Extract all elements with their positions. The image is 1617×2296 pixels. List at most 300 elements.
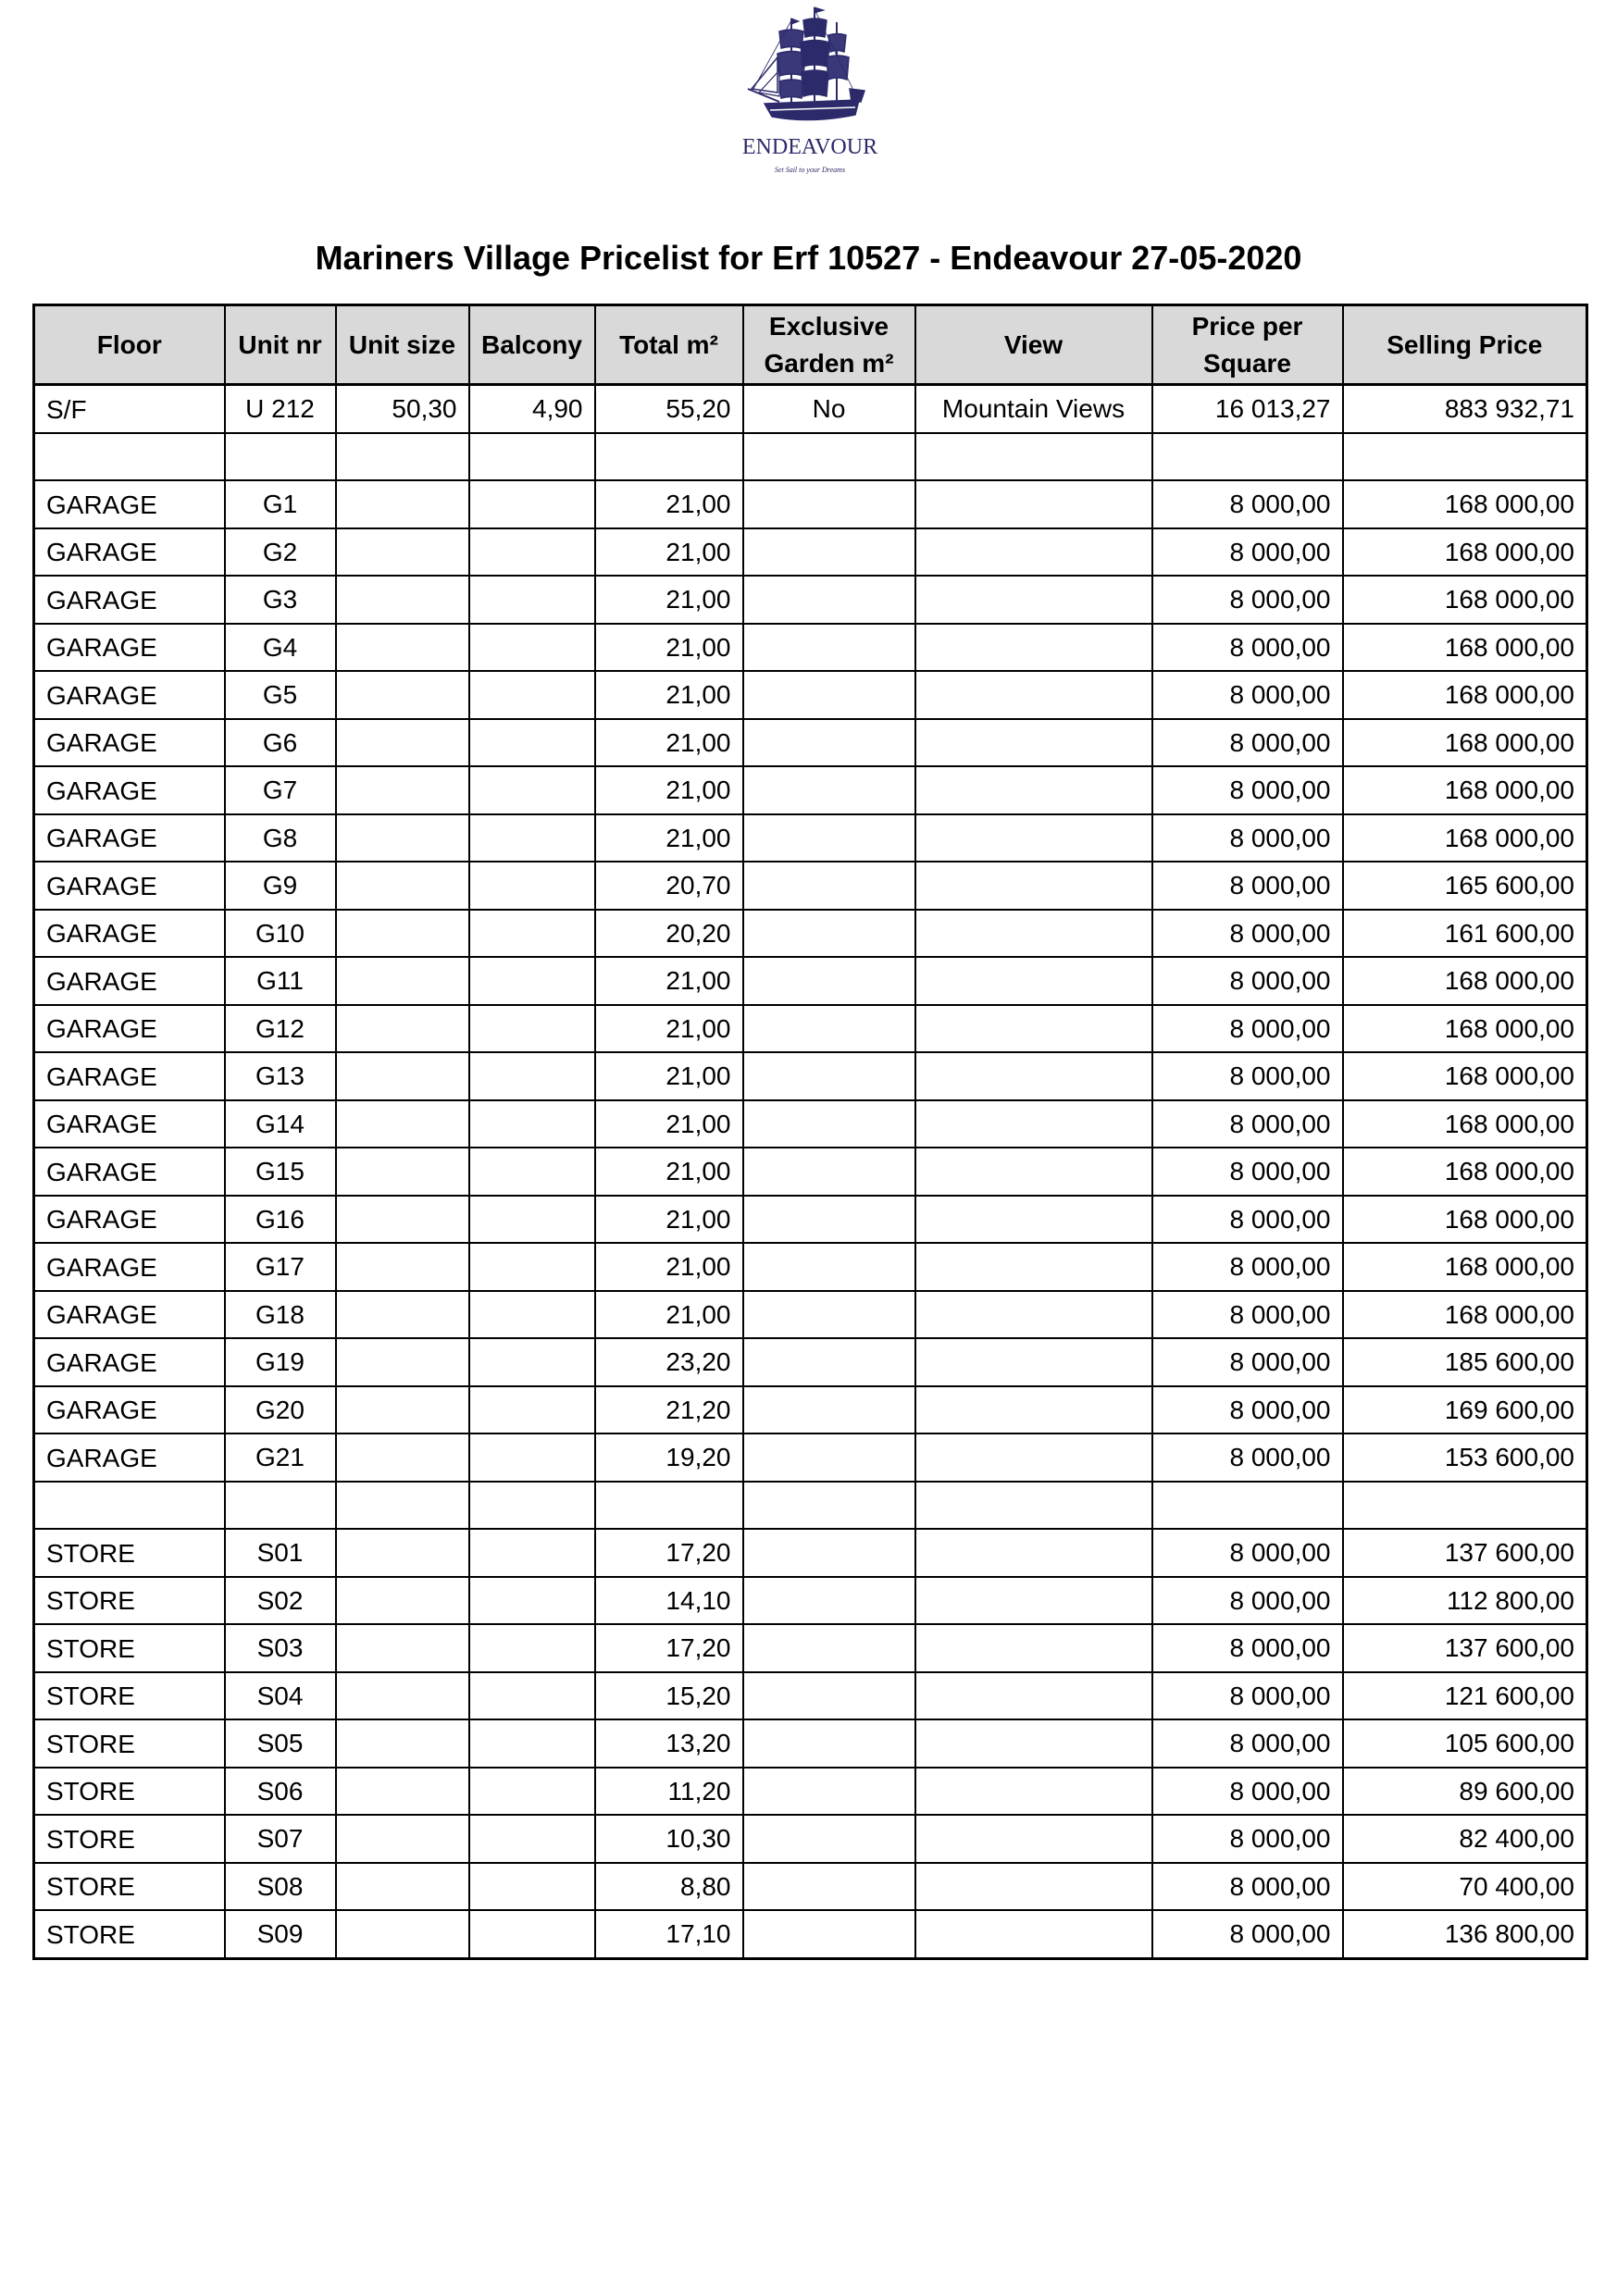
cell-floor: S/F <box>34 385 225 433</box>
cell-floor: STORE <box>34 1768 225 1816</box>
cell-garden <box>743 1768 915 1816</box>
cell-unit-size <box>336 1624 469 1672</box>
cell-view <box>915 766 1152 814</box>
cell-balcony <box>469 1100 595 1148</box>
cell-unit-nr: G5 <box>225 671 336 719</box>
cell-total: 21,00 <box>595 671 743 719</box>
cell-unit-nr: G16 <box>225 1196 336 1244</box>
cell-total: 11,20 <box>595 1768 743 1816</box>
cell-total: 21,00 <box>595 1148 743 1196</box>
table-row <box>34 1100 1587 1148</box>
cell-selling-price: 168 000,00 <box>1343 957 1587 1005</box>
cell-total: 17,20 <box>595 1624 743 1672</box>
cell-total: 20,20 <box>595 910 743 958</box>
cell-balcony <box>469 1815 595 1863</box>
cell-view <box>915 576 1152 624</box>
cell-price-per-square: 8 000,00 <box>1152 1910 1343 1958</box>
cell-floor: GARAGE <box>34 1100 225 1148</box>
cell-garden <box>743 1196 915 1244</box>
cell-view <box>915 671 1152 719</box>
cell-selling-price: 136 800,00 <box>1343 1910 1587 1958</box>
cell-floor: GARAGE <box>34 862 225 910</box>
cell-garden <box>743 1482 915 1530</box>
cell-unit-size <box>336 1768 469 1816</box>
endeavour-logo <box>722 0 898 190</box>
table-row <box>34 385 1587 433</box>
cell-unit-size <box>336 1577 469 1625</box>
cell-unit-size <box>336 1433 469 1482</box>
cell-unit-size <box>336 1052 469 1100</box>
cell-garden <box>743 433 915 481</box>
cell-price-per-square: 8 000,00 <box>1152 1672 1343 1720</box>
table-row <box>34 862 1587 910</box>
cell-price-per-square: 16 013,27 <box>1152 385 1343 433</box>
cell-unit-size <box>336 671 469 719</box>
cell-unit-size <box>336 957 469 1005</box>
cell-floor: GARAGE <box>34 957 225 1005</box>
table-row <box>34 814 1587 863</box>
table-row <box>34 1005 1587 1053</box>
cell-selling-price: 168 000,00 <box>1343 1052 1587 1100</box>
cell-total: 19,20 <box>595 1433 743 1482</box>
cell-garden <box>743 480 915 528</box>
cell-unit-nr: S09 <box>225 1910 336 1958</box>
cell-garden <box>743 814 915 863</box>
cell-view <box>915 957 1152 1005</box>
cell-balcony <box>469 1196 595 1244</box>
cell-garden <box>743 1433 915 1482</box>
cell-total: 21,00 <box>595 766 743 814</box>
cell-view <box>915 624 1152 672</box>
cell-garden <box>743 1529 915 1577</box>
cell-unit-nr: G18 <box>225 1291 336 1339</box>
logo-tagline: Set Sail to your Dreams <box>774 166 846 174</box>
cell-unit-nr: G20 <box>225 1386 336 1434</box>
cell-floor: STORE <box>34 1815 225 1863</box>
cell-unit-size <box>336 766 469 814</box>
cell-total <box>595 1482 743 1530</box>
cell-price-per-square: 8 000,00 <box>1152 528 1343 577</box>
cell-selling-price: 89 600,00 <box>1343 1768 1587 1816</box>
cell-total: 17,20 <box>595 1529 743 1577</box>
cell-balcony <box>469 814 595 863</box>
cell-floor: GARAGE <box>34 1291 225 1339</box>
cell-selling-price: 121 600,00 <box>1343 1672 1587 1720</box>
cell-price-per-square: 8 000,00 <box>1152 1577 1343 1625</box>
cell-unit-nr: G9 <box>225 862 336 910</box>
cell-view <box>915 480 1152 528</box>
cell-unit-size: 50,30 <box>336 385 469 433</box>
header-balcony: Balcony <box>469 305 595 385</box>
cell-balcony <box>469 1672 595 1720</box>
cell-view <box>915 1672 1152 1720</box>
cell-floor: GARAGE <box>34 528 225 577</box>
header-total: Total m² <box>595 305 743 385</box>
cell-price-per-square: 8 000,00 <box>1152 862 1343 910</box>
cell-unit-nr: G11 <box>225 957 336 1005</box>
cell-selling-price: 168 000,00 <box>1343 480 1587 528</box>
cell-price-per-square: 8 000,00 <box>1152 1719 1343 1768</box>
cell-price-per-square: 8 000,00 <box>1152 1243 1343 1291</box>
cell-view: Mountain Views <box>915 385 1152 433</box>
cell-floor: GARAGE <box>34 671 225 719</box>
table-row <box>34 1148 1587 1196</box>
cell-balcony <box>469 624 595 672</box>
cell-floor: GARAGE <box>34 576 225 624</box>
cell-price-per-square: 8 000,00 <box>1152 1100 1343 1148</box>
cell-unit-size <box>336 1863 469 1911</box>
cell-unit-size <box>336 1338 469 1386</box>
cell-selling-price: 169 600,00 <box>1343 1386 1587 1434</box>
cell-selling-price: 161 600,00 <box>1343 910 1587 958</box>
cell-view <box>915 1338 1152 1386</box>
cell-unit-nr: G17 <box>225 1243 336 1291</box>
cell-total: 14,10 <box>595 1577 743 1625</box>
cell-price-per-square: 8 000,00 <box>1152 1386 1343 1434</box>
cell-unit-size <box>336 1196 469 1244</box>
cell-floor: GARAGE <box>34 624 225 672</box>
cell-total: 21,20 <box>595 1386 743 1434</box>
cell-balcony <box>469 1768 595 1816</box>
cell-floor: GARAGE <box>34 1386 225 1434</box>
cell-unit-size <box>336 862 469 910</box>
cell-total: 20,70 <box>595 862 743 910</box>
cell-price-per-square: 8 000,00 <box>1152 480 1343 528</box>
cell-view <box>915 814 1152 863</box>
cell-unit-size <box>336 1100 469 1148</box>
cell-balcony <box>469 1338 595 1386</box>
cell-unit-size <box>336 1291 469 1339</box>
cell-unit-size <box>336 719 469 767</box>
price-table <box>32 304 1588 1960</box>
cell-selling-price: 105 600,00 <box>1343 1719 1587 1768</box>
cell-unit-nr: G6 <box>225 719 336 767</box>
cell-garden <box>743 576 915 624</box>
cell-garden <box>743 1005 915 1053</box>
cell-balcony <box>469 862 595 910</box>
cell-view <box>915 1910 1152 1958</box>
cell-selling-price: 165 600,00 <box>1343 862 1587 910</box>
cell-price-per-square <box>1152 433 1343 481</box>
cell-price-per-square: 8 000,00 <box>1152 576 1343 624</box>
cell-unit-nr: G19 <box>225 1338 336 1386</box>
page-title: Mariners Village Pricelist for Erf 10527 - Endeavour 27-05-2020 <box>315 239 1302 277</box>
cell-selling-price: 168 000,00 <box>1343 1005 1587 1053</box>
cell-floor: GARAGE <box>34 1005 225 1053</box>
cell-floor: GARAGE <box>34 766 225 814</box>
cell-selling-price: 82 400,00 <box>1343 1815 1587 1863</box>
cell-total: 55,20 <box>595 385 743 433</box>
table-row <box>34 1863 1587 1911</box>
cell-selling-price <box>1343 433 1587 481</box>
cell-unit-nr: S01 <box>225 1529 336 1577</box>
cell-price-per-square <box>1152 1482 1343 1530</box>
cell-garden <box>743 1719 915 1768</box>
cell-garden <box>743 957 915 1005</box>
table-row <box>34 1768 1587 1816</box>
cell-total: 13,20 <box>595 1719 743 1768</box>
cell-balcony <box>469 1529 595 1577</box>
cell-price-per-square: 8 000,00 <box>1152 1196 1343 1244</box>
cell-view <box>915 1624 1152 1672</box>
table-row <box>34 910 1587 958</box>
cell-floor: GARAGE <box>34 1338 225 1386</box>
cell-view <box>915 1577 1152 1625</box>
table-row <box>34 1577 1587 1625</box>
table-header-row <box>34 305 1587 385</box>
cell-unit-size <box>336 814 469 863</box>
cell-view <box>915 862 1152 910</box>
cell-unit-nr: S06 <box>225 1768 336 1816</box>
cell-balcony <box>469 1433 595 1482</box>
header-unit-nr: Unit nr <box>225 305 336 385</box>
table-row <box>34 1386 1587 1434</box>
cell-view <box>915 433 1152 481</box>
table-row <box>34 1243 1587 1291</box>
logo-wordmark: ENDEAVOUR <box>741 135 878 159</box>
cell-view <box>915 1863 1152 1911</box>
cell-view <box>915 1768 1152 1816</box>
cell-garden <box>743 766 915 814</box>
cell-selling-price: 168 000,00 <box>1343 1148 1587 1196</box>
cell-price-per-square: 8 000,00 <box>1152 1624 1343 1672</box>
cell-total: 21,00 <box>595 624 743 672</box>
cell-unit-nr: G14 <box>225 1100 336 1148</box>
cell-unit-nr: G2 <box>225 528 336 577</box>
table-row <box>34 766 1587 814</box>
cell-balcony <box>469 719 595 767</box>
cell-balcony <box>469 528 595 577</box>
cell-selling-price: 168 000,00 <box>1343 1100 1587 1148</box>
cell-total: 21,00 <box>595 1100 743 1148</box>
table-row <box>34 1672 1587 1720</box>
cell-selling-price: 168 000,00 <box>1343 1291 1587 1339</box>
cell-total <box>595 433 743 481</box>
cell-floor: STORE <box>34 1624 225 1672</box>
cell-unit-nr: G13 <box>225 1052 336 1100</box>
cell-selling-price: 185 600,00 <box>1343 1338 1587 1386</box>
cell-price-per-square: 8 000,00 <box>1152 624 1343 672</box>
cell-unit-nr: G8 <box>225 814 336 863</box>
cell-price-per-square: 8 000,00 <box>1152 957 1343 1005</box>
cell-garden <box>743 624 915 672</box>
cell-unit-nr: U 212 <box>225 385 336 433</box>
cell-unit-size <box>336 624 469 672</box>
table-row <box>34 1338 1587 1386</box>
cell-price-per-square: 8 000,00 <box>1152 719 1343 767</box>
cell-price-per-square: 8 000,00 <box>1152 1863 1343 1911</box>
cell-selling-price: 168 000,00 <box>1343 1196 1587 1244</box>
cell-floor: GARAGE <box>34 1052 225 1100</box>
cell-garden <box>743 1148 915 1196</box>
cell-floor <box>34 433 225 481</box>
cell-unit-size <box>336 1005 469 1053</box>
table-row <box>34 624 1587 672</box>
cell-floor: GARAGE <box>34 1196 225 1244</box>
cell-garden <box>743 1386 915 1434</box>
cell-unit-nr: G15 <box>225 1148 336 1196</box>
cell-garden <box>743 1100 915 1148</box>
cell-view <box>915 1052 1152 1100</box>
cell-unit-nr: S07 <box>225 1815 336 1863</box>
cell-total: 21,00 <box>595 528 743 577</box>
cell-floor: STORE <box>34 1719 225 1768</box>
table-row <box>34 1529 1587 1577</box>
cell-price-per-square: 8 000,00 <box>1152 671 1343 719</box>
cell-balcony <box>469 1291 595 1339</box>
cell-view <box>915 910 1152 958</box>
header-unit-size: Unit size <box>336 305 469 385</box>
cell-view <box>915 1386 1152 1434</box>
cell-selling-price: 168 000,00 <box>1343 576 1587 624</box>
cell-balcony <box>469 1386 595 1434</box>
cell-unit-size <box>336 576 469 624</box>
cell-price-per-square: 8 000,00 <box>1152 766 1343 814</box>
cell-unit-nr: G7 <box>225 766 336 814</box>
cell-total: 10,30 <box>595 1815 743 1863</box>
header-view: View <box>915 305 1152 385</box>
cell-garden <box>743 1052 915 1100</box>
header-price-per-square: Price per Square <box>1152 305 1343 385</box>
cell-price-per-square: 8 000,00 <box>1152 910 1343 958</box>
cell-garden <box>743 862 915 910</box>
table-row <box>34 957 1587 1005</box>
cell-garden <box>743 528 915 577</box>
cell-price-per-square: 8 000,00 <box>1152 814 1343 863</box>
header-floor: Floor <box>34 305 225 385</box>
cell-garden <box>743 719 915 767</box>
cell-unit-nr: G10 <box>225 910 336 958</box>
cell-unit-size <box>336 910 469 958</box>
cell-selling-price: 168 000,00 <box>1343 624 1587 672</box>
cell-unit-nr: S03 <box>225 1624 336 1672</box>
cell-view <box>915 1433 1152 1482</box>
cell-view <box>915 1291 1152 1339</box>
cell-view <box>915 1529 1152 1577</box>
cell-balcony <box>469 1052 595 1100</box>
cell-selling-price: 153 600,00 <box>1343 1433 1587 1482</box>
cell-balcony <box>469 1482 595 1530</box>
cell-unit-nr: S05 <box>225 1719 336 1768</box>
cell-unit-size <box>336 528 469 577</box>
cell-garden <box>743 1910 915 1958</box>
cell-price-per-square: 8 000,00 <box>1152 1052 1343 1100</box>
cell-unit-size <box>336 1148 469 1196</box>
cell-total: 21,00 <box>595 1243 743 1291</box>
cell-unit-nr: G1 <box>225 480 336 528</box>
cell-balcony <box>469 433 595 481</box>
cell-view <box>915 528 1152 577</box>
cell-garden <box>743 1863 915 1911</box>
cell-price-per-square: 8 000,00 <box>1152 1529 1343 1577</box>
cell-balcony <box>469 1624 595 1672</box>
cell-price-per-square: 8 000,00 <box>1152 1338 1343 1386</box>
header-selling-price: Selling Price <box>1343 305 1587 385</box>
cell-total: 21,00 <box>595 957 743 1005</box>
table-row <box>34 480 1587 528</box>
cell-total: 21,00 <box>595 1291 743 1339</box>
cell-unit-size <box>336 1482 469 1530</box>
cell-balcony <box>469 1719 595 1768</box>
cell-garden <box>743 1338 915 1386</box>
cell-garden <box>743 1672 915 1720</box>
cell-balcony <box>469 1910 595 1958</box>
cell-floor <box>34 1482 225 1530</box>
cell-unit-size <box>336 1815 469 1863</box>
header-garden: Exclusive Garden m² <box>743 305 915 385</box>
table-row <box>34 528 1587 577</box>
cell-view <box>915 1815 1152 1863</box>
table-row <box>34 433 1587 481</box>
table-row <box>34 576 1587 624</box>
cell-view <box>915 1719 1152 1768</box>
cell-floor: GARAGE <box>34 1243 225 1291</box>
cell-selling-price: 70 400,00 <box>1343 1863 1587 1911</box>
cell-garden <box>743 671 915 719</box>
cell-view <box>915 1243 1152 1291</box>
cell-unit-size <box>336 1672 469 1720</box>
cell-selling-price: 168 000,00 <box>1343 719 1587 767</box>
cell-floor: GARAGE <box>34 910 225 958</box>
cell-balcony <box>469 1577 595 1625</box>
cell-total: 21,00 <box>595 1196 743 1244</box>
cell-balcony <box>469 1005 595 1053</box>
cell-unit-size <box>336 1910 469 1958</box>
cell-total: 23,20 <box>595 1338 743 1386</box>
cell-balcony <box>469 1863 595 1911</box>
cell-floor: GARAGE <box>34 814 225 863</box>
cell-floor: GARAGE <box>34 719 225 767</box>
table-row <box>34 1482 1587 1530</box>
cell-unit-size <box>336 433 469 481</box>
cell-total: 21,00 <box>595 1052 743 1100</box>
cell-total: 17,10 <box>595 1910 743 1958</box>
table-row <box>34 1910 1587 1958</box>
cell-total: 8,80 <box>595 1863 743 1911</box>
cell-unit-size <box>336 1243 469 1291</box>
cell-total: 21,00 <box>595 576 743 624</box>
cell-garden <box>743 1577 915 1625</box>
cell-view <box>915 1005 1152 1053</box>
table-row <box>34 1815 1587 1863</box>
cell-total: 21,00 <box>595 480 743 528</box>
cell-selling-price: 168 000,00 <box>1343 814 1587 863</box>
cell-total: 15,20 <box>595 1672 743 1720</box>
table-row <box>34 1196 1587 1244</box>
cell-selling-price: 112 800,00 <box>1343 1577 1587 1625</box>
cell-selling-price: 168 000,00 <box>1343 1243 1587 1291</box>
cell-total: 21,00 <box>595 1005 743 1053</box>
cell-selling-price: 168 000,00 <box>1343 528 1587 577</box>
cell-balcony: 4,90 <box>469 385 595 433</box>
cell-balcony <box>469 766 595 814</box>
cell-selling-price: 883 932,71 <box>1343 385 1587 433</box>
cell-price-per-square: 8 000,00 <box>1152 1148 1343 1196</box>
cell-unit-nr: G3 <box>225 576 336 624</box>
cell-price-per-square: 8 000,00 <box>1152 1815 1343 1863</box>
cell-garden <box>743 910 915 958</box>
cell-unit-nr: S02 <box>225 1577 336 1625</box>
cell-selling-price: 137 600,00 <box>1343 1624 1587 1672</box>
cell-total: 21,00 <box>595 814 743 863</box>
ship-icon <box>740 0 879 139</box>
cell-floor: GARAGE <box>34 1433 225 1482</box>
cell-total: 21,00 <box>595 719 743 767</box>
cell-unit-nr: G21 <box>225 1433 336 1482</box>
cell-floor: GARAGE <box>34 480 225 528</box>
cell-unit-nr: G12 <box>225 1005 336 1053</box>
cell-selling-price: 137 600,00 <box>1343 1529 1587 1577</box>
